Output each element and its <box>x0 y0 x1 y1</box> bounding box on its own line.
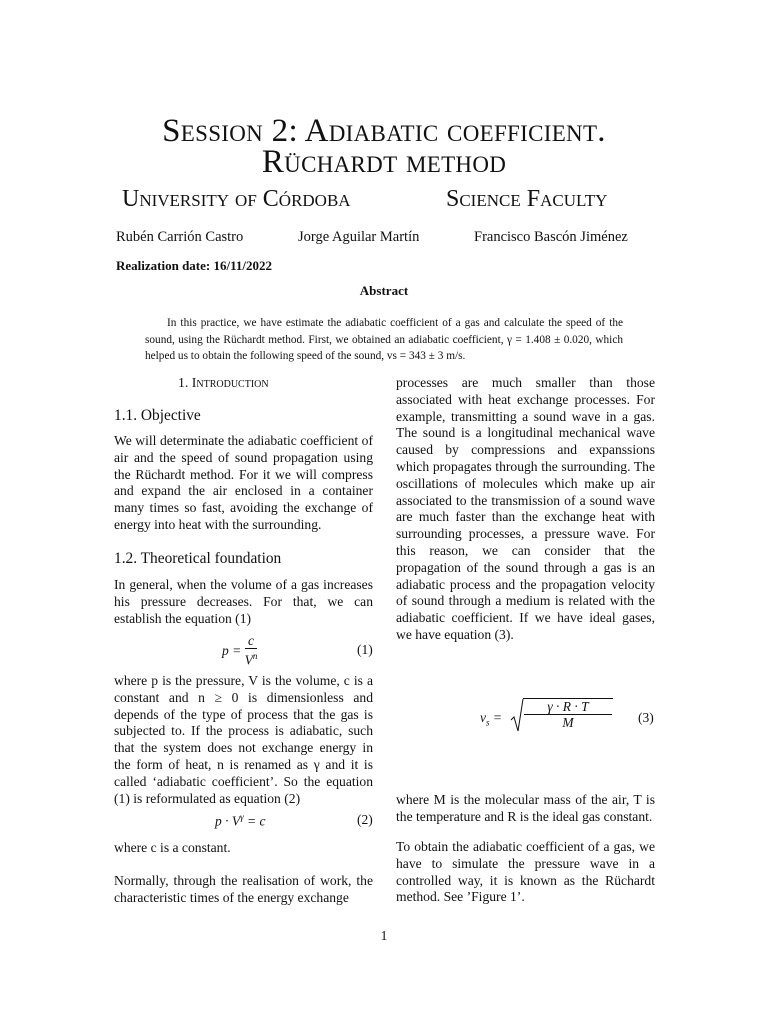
equation-3-number: (3) <box>638 710 654 725</box>
equation-1: p = $\frac{c}{V^n}$ <box>222 633 258 668</box>
author-1: Rubén Carrión Castro <box>116 229 244 245</box>
paper-title-line2: Rüchardt method <box>261 144 507 180</box>
sqrt-symbol <box>510 698 524 734</box>
author-3: Francisco Bascón Jiménez <box>474 229 628 245</box>
author-2: Jorge Aguilar Martín <box>298 229 420 245</box>
abstract-heading: Abstract <box>359 283 409 298</box>
abstract-text: In this practice, we have estimate the adiabatic coefficient of a gas and calculate the speed of the sound, using the Rüchardt method. First, we obtained an adiabatic coefficient, γ = 1.408 ± 0.020, which helped us to obtain the following speed of the sound, vs = 343 ± 3 m/s. <box>145 317 623 362</box>
subsection-objective-heading: 1.1. Objective <box>114 407 201 424</box>
equation-1-number: (1) <box>357 642 373 657</box>
paragraph-right-2: where M is the molecular mass of the air, T is the temperature and R is the ideal gas constant. <box>396 792 655 824</box>
paragraph-objective: We will determinate the adiabatic coefficient of air and the speed of sound propagation using the Rüchardt method. For it we will compress and expand the air enclosed in a container many times so fast, avoiding the exchange of energy into heat with the surrounding. <box>114 433 373 532</box>
paragraph-theory-4: Normally, through the realisation of work, the characteristic times of the energy exchange <box>114 873 373 905</box>
institution-left: University of Córdoba <box>122 186 351 212</box>
paragraph-right-1: processes are much smaller than those associated with heat exchange processes. For example, transmitting a sound wave in a gas. The sound is a longitudinal mechanical wave caused by compressions and expanssions which propagates through the surrounding. The oscillations of molecules which make up air associated to the transmission of a sound wave are much faster than the exchange heat with surrounding processes, a pressure wave. For this reason, we can consider that the propagation of the sound through a gas is an adiabatic process and the propagation velocity of sound through a medium is related with the adiabatic coefficient. If we have ideal gases, we have equation (3). <box>396 375 655 642</box>
paper-title-line1: Session 2: Adiabatic coefficient. <box>162 113 606 149</box>
paragraph-theory-3: where c is a constant. <box>114 840 231 855</box>
institution-right: Science Faculty <box>446 186 608 212</box>
realization-date: Realization date: 16/11/2022 <box>116 258 272 273</box>
subsection-theory-heading: 1.2. Theoretical foundation <box>114 550 282 567</box>
page-number: 1 <box>380 928 388 943</box>
paragraph-theory-2: where p is the pressure, V is the volume, c is a constant and n ≥ 0 is dimensionless and depends of the type of process that the gas is subjected to. If the process is adiabatic, such that the system does not exchange energy in the form of heat, n is renamed as γ and it is called ‘adiabatic coefficient’. So the equation (1) is reformulated as equation (2) <box>114 673 373 806</box>
equation-2-number: (2) <box>357 812 373 827</box>
section-introduction-heading: 1. Introduction <box>178 375 269 390</box>
paragraph-right-3: To obtain the adiabatic coefficient of a gas, we have to simulate the pressure wave in a controlled way, it is known as the Rüchardt method. See ’Figure 1’. <box>396 839 655 905</box>
equation-2: $p \cdot V^\gamma = c$ <box>215 812 266 829</box>
paragraph-theory-1: In general, when the volume of a gas increases his pressure decreases. For that, we can establish the equation (1) <box>114 577 373 626</box>
